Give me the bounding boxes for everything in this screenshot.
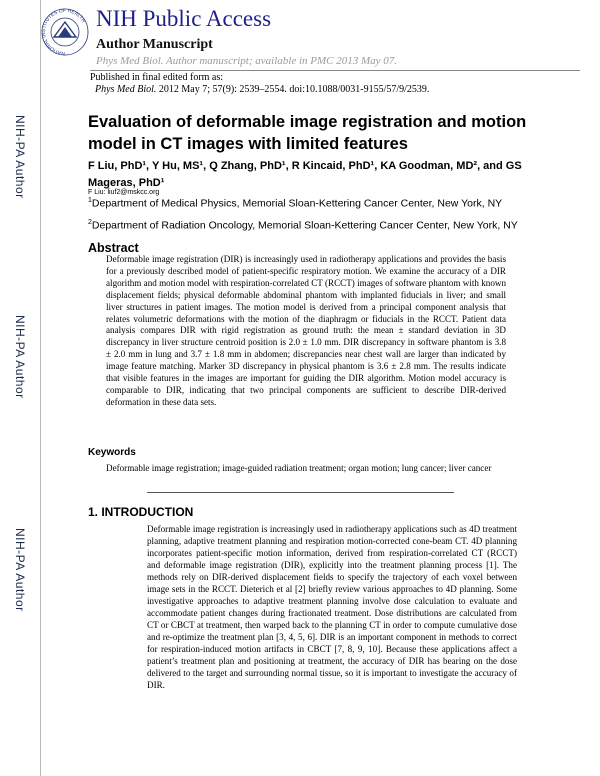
header-divider [90,70,580,71]
affiliation-2-number: 2 [88,219,92,226]
sidebar-label: NIH-PA Author [13,528,27,612]
header-citation: Phys Med Biol. Author manuscript; available in PMC 2013 May 07. [96,55,398,67]
introduction-heading: 1. INTRODUCTION [88,505,194,519]
affiliation-2 [88,219,518,232]
affiliation-2-text: Department of Radiation Oncology, Memorial Sloan-Kettering Cancer Center, New York, NY [91,219,518,232]
corresponding-email: F Liu: liuf2@mskcc.org [88,189,160,196]
header-subtitle: Author Manuscript [96,37,213,52]
introduction-text: Deformable image registration is increasingly used in radiotherapy applications such as 4D treatment planning, adaptive treatment planning and respiration motion-corrected cone-beam CT. 4D planning incorporates patient-specific motion information, derived from respiration-correlated CT (RCCT) and deformable image registration (DIR), explicitly into the treatment planning process [1]. The methods rely on DIR-derived displacement fields to specify the trajectory of each voxel between image sets in the RCCT. Dieterich et al [2] briefly review various approaches to 4D planning. Some investigative approaches to adaptive treatment planning involve dose calculation to evaluate and accommodate patient changes during fractionated treatment. Dose distributions are calculated from CT or CBCT at treatment, then warped back to the planning CT in order to compute cumulative dose and re-optimize the treatment plan [3, 4, 5, 6]. DIR is an important component in methods to correct for respiration-induced motion artifacts in CBCT [7, 8, 9, 10]. Because these applications affect a patient’s treatment plan and positioning at treatment, the accuracy of DIR has bearing on the dose delivered to the target and surrounding normal tissue, so it is important to investigate the accuracy of DIR. [147,524,517,690]
publication-citation: 2012 May 7; 57(9): 2539–2554. doi:10.1088/0031-9155/57/9/2539. [156,84,430,95]
abstract-text: Deformable image registration (DIR) is increasingly used in radiotherapy applications and provides the basis for a previously described model of patient-specific respiratory motion. We examine the accuracy of a DIR algorithm and motion model with respiration-correlated CT (RCCT) images of software phantom with known displacement fields; physical deformable abdominal phantom with implanted fiducials in liver; and small liver structures in patient images. The motion model is derived from a principal component analysis that relates volumetric deformations with the motion of the diaphragm or fiducials in the RCCT. Patient data analysis compares DIR with rigid registration as ground truth: the mean ± standard deviation in 3D discrepancy in liver structure centroid position is 2.0 ± 1.0 mm. DIR discrepancy in software phantom is 3.8 ± 2.0 mm in lung and 3.7 ± 1.8 mm in abdomen; discrepancies near chest wall are larger than indicated by image feature matching. Marker 3D discrepancy in physical phantom is 3.6 ± 2.8 mm. The results indicate that visible features in the images are important for guiding the DIR algorithm. Motion model accuracy is comparable to DIR, indicating that two principal components are sufficient to describe DIR-derived deformation in these data sets. [106,254,506,407]
sidebar-label: NIH-PA Author [13,315,27,399]
author-list: F Liu, PhD¹, Y Hu, MS¹, Q Zhang, PhD¹, R Kincaid, PhD¹, KA Goodman, MD², and GS Mageras, PhD¹ [88,160,522,189]
section-divider [147,492,454,493]
nih-pa-sidebar [0,0,41,776]
keywords-heading: Keywords [88,447,136,458]
sidebar-label: NIH-PA Author [13,115,27,199]
published-in-label: Published in final edited form as: [90,72,224,83]
article-title: Evaluation of deformable image registration and motion model in CT images with limited features [88,113,527,153]
affiliation-1 [88,197,502,210]
header-title: NIH Public Access [96,6,272,31]
nih-logo [40,6,90,62]
abstract-heading: Abstract [88,241,139,255]
affiliation-1-number: 1 [88,197,92,204]
publication-details [95,84,429,95]
keywords-text: Deformable image registration; image-guided radiation treatment; organ motion; lung cancer; liver cancer [106,463,492,473]
affiliation-1-text: Department of Medical Physics, Memorial Sloan-Kettering Cancer Center, New York, NY [91,197,503,210]
logo-ring-text: NATIONAL INSTITUTES OF HEALTH [40,7,87,57]
journal-name: Phys Med Biol. [95,84,157,95]
